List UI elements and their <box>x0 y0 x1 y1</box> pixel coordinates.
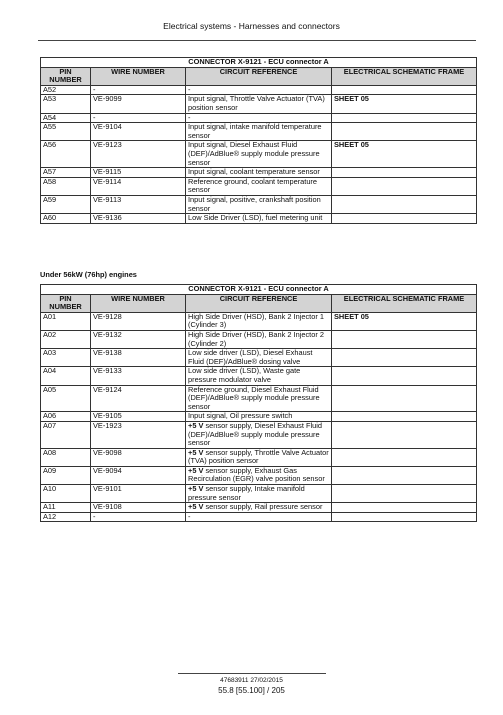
circuit-cell <box>186 503 332 513</box>
table-row <box>41 177 477 195</box>
pin-cell: A02 <box>41 330 91 348</box>
wire-cell: VE-9094 <box>91 466 186 484</box>
wire-cell: VE-9114 <box>91 177 186 195</box>
frame-cell <box>332 123 477 141</box>
circuit-cell <box>186 177 332 195</box>
table-row <box>41 349 477 367</box>
circuit-cell <box>186 330 332 348</box>
voltage-label: +5 V <box>188 421 204 430</box>
table-row <box>41 141 477 168</box>
wire-cell: VE-9136 <box>91 214 186 224</box>
wire-cell: VE-9123 <box>91 141 186 168</box>
circuit-text: Low Side Driver (LSD), fuel metering unit <box>188 213 323 223</box>
frame-cell <box>332 485 477 503</box>
pin-cell: A04 <box>41 367 91 385</box>
footer-page-number: 55.8 [55.100] / 205 <box>218 686 285 695</box>
circuit-cell <box>186 168 332 178</box>
pin-cell: A01 <box>41 312 91 330</box>
circuit-cell <box>186 385 332 412</box>
connector-table-b <box>40 284 477 522</box>
wire-cell: VE-9105 <box>91 412 186 422</box>
table-b-body <box>41 312 477 522</box>
frame-cell <box>332 448 477 466</box>
circuit-text: Reference ground, coolant temperature sensor <box>188 177 318 195</box>
wire-cell: VE-9098 <box>91 448 186 466</box>
frame-cell <box>332 466 477 484</box>
circuit-cell <box>186 412 332 422</box>
pin-cell: A57 <box>41 168 91 178</box>
circuit-cell <box>186 512 332 522</box>
circuit-text: sensor supply, Throttle Valve Actuator (TVA) position sensor <box>188 448 329 466</box>
circuit-cell <box>186 448 332 466</box>
frame-cell <box>332 113 477 123</box>
table-a-col-circuit: CIRCUIT REFERENCE <box>186 67 332 85</box>
circuit-cell <box>186 113 332 123</box>
table-row <box>41 95 477 113</box>
wire-cell: - <box>91 113 186 123</box>
circuit-cell <box>186 312 332 330</box>
voltage-label: +5 V <box>188 484 204 494</box>
pin-cell: A08 <box>41 448 91 466</box>
wire-cell: VE-9128 <box>91 312 186 330</box>
circuit-text: sensor supply, Intake manifold pressure sensor <box>188 484 305 502</box>
table-b-col-wire: WIRE NUMBER <box>91 294 186 312</box>
wire-cell: VE-9138 <box>91 349 186 367</box>
frame-cell <box>332 385 477 412</box>
wire-cell: VE-9104 <box>91 123 186 141</box>
frame-cell <box>332 503 477 513</box>
table-row <box>41 113 477 123</box>
section-label: Under 56kW (76hp) engines <box>40 270 137 279</box>
voltage-label: +5 V <box>188 448 204 457</box>
circuit-cell <box>186 214 332 224</box>
table-row <box>41 485 477 503</box>
circuit-text: sensor supply, Rail pressure sensor <box>203 502 323 512</box>
circuit-text: High Side Driver (HSD), Bank 2 Injector 1 (Cylinder 3) <box>188 312 324 330</box>
pin-cell: A06 <box>41 412 91 422</box>
wire-cell: VE-1923 <box>91 421 186 448</box>
frame-cell <box>332 412 477 422</box>
table-b-col-pin: PIN NUMBER <box>41 294 91 312</box>
table-row <box>41 448 477 466</box>
circuit-cell <box>186 95 332 113</box>
table-row <box>41 512 477 522</box>
pin-cell: A12 <box>41 512 91 522</box>
circuit-text: Input signal, positive, crankshaft position sensor <box>188 195 321 213</box>
pin-cell: A07 <box>41 421 91 448</box>
footer-doc-ref: 47683911 27/02/2015 <box>220 677 283 684</box>
circuit-text: Input signal, intake manifold temperature sensor <box>188 122 322 140</box>
circuit-text: sensor supply, Exhaust Gas Recirculation (EGR) valve position sensor <box>188 466 325 484</box>
circuit-text: - <box>188 113 191 122</box>
table-row <box>41 421 477 448</box>
table-row <box>41 503 477 513</box>
pin-cell: A55 <box>41 123 91 141</box>
circuit-text: Input signal, Throttle Valve Actuator (TVA) position sensor <box>188 94 325 112</box>
pin-cell: A05 <box>41 385 91 412</box>
frame-cell <box>332 367 477 385</box>
wire-cell: VE-9133 <box>91 367 186 385</box>
circuit-text: Reference ground, Diesel Exhaust Fluid (DEF)/AdBlue® supply module pressure sensor <box>188 385 320 411</box>
table-row <box>41 412 477 422</box>
circuit-text: Input signal, Oil pressure switch <box>188 411 293 421</box>
pin-cell: A54 <box>41 113 91 123</box>
wire-cell: VE-9099 <box>91 95 186 113</box>
circuit-text: - <box>188 85 191 94</box>
page-header-title: Electrical systems - Harnesses and connectors <box>163 21 340 31</box>
wire-cell: VE-9101 <box>91 485 186 503</box>
table-row <box>41 330 477 348</box>
circuit-cell <box>186 485 332 503</box>
table-b-title: CONNECTOR X-9121 - ECU connector A <box>41 285 477 295</box>
circuit-text: High Side Driver (HSD), Bank 2 Injector 2 (Cylinder 2) <box>188 330 324 348</box>
frame-cell <box>332 214 477 224</box>
circuit-cell <box>186 367 332 385</box>
circuit-cell <box>186 195 332 213</box>
wire-cell: - <box>91 85 186 95</box>
circuit-cell <box>186 85 332 95</box>
frame-cell <box>332 177 477 195</box>
wire-cell: VE-9108 <box>91 503 186 513</box>
table-row <box>41 466 477 484</box>
header-divider <box>38 40 476 41</box>
frame-cell <box>332 85 477 95</box>
voltage-label: +5 V <box>188 466 204 475</box>
table-row <box>41 123 477 141</box>
pin-cell: A53 <box>41 95 91 113</box>
circuit-cell <box>186 421 332 448</box>
circuit-text: Input signal, coolant temperature sensor <box>188 167 320 177</box>
wire-cell: VE-9132 <box>91 330 186 348</box>
circuit-text: Low side driver (LSD), Diesel Exhaust Fluid (DEF)/AdBlue® dosing valve <box>188 348 313 366</box>
frame-cell <box>332 195 477 213</box>
table-row <box>41 168 477 178</box>
pin-cell: A59 <box>41 195 91 213</box>
frame-cell: SHEET 05 <box>332 95 477 113</box>
frame-cell <box>332 330 477 348</box>
wire-cell: VE-9115 <box>91 168 186 178</box>
table-a-col-wire: WIRE NUMBER <box>91 67 186 85</box>
table-row <box>41 367 477 385</box>
voltage-label: +5 V <box>188 502 204 512</box>
wire-cell: VE-9113 <box>91 195 186 213</box>
table-a-body <box>41 85 477 223</box>
pin-cell: A10 <box>41 485 91 503</box>
frame-cell <box>332 168 477 178</box>
table-a-title: CONNECTOR X-9121 - ECU connector A <box>41 58 477 68</box>
pin-cell: A56 <box>41 141 91 168</box>
connector-table-a <box>40 57 477 224</box>
wire-cell: VE-9124 <box>91 385 186 412</box>
table-b-col-circuit: CIRCUIT REFERENCE <box>186 294 332 312</box>
frame-cell: SHEET 05 <box>332 312 477 330</box>
circuit-cell <box>186 349 332 367</box>
circuit-cell <box>186 123 332 141</box>
circuit-cell <box>186 141 332 168</box>
frame-cell <box>332 421 477 448</box>
frame-cell <box>332 512 477 522</box>
table-a-col-pin: PIN NUMBER <box>41 67 91 85</box>
circuit-text: sensor supply, Diesel Exhaust Fluid (DEF)/AdBlue® supply module pressure sensor <box>188 421 322 448</box>
circuit-text: Input signal, Diesel Exhaust Fluid (DEF)/AdBlue® supply module pressure sensor <box>188 140 320 167</box>
table-a-col-frame: ELECTRICAL SCHEMATIC FRAME <box>332 67 477 85</box>
table-b-col-frame: ELECTRICAL SCHEMATIC FRAME <box>332 294 477 312</box>
pin-cell: A60 <box>41 214 91 224</box>
circuit-cell <box>186 466 332 484</box>
pin-cell: A09 <box>41 466 91 484</box>
table-row <box>41 385 477 412</box>
frame-cell: SHEET 05 <box>332 141 477 168</box>
pin-cell: A58 <box>41 177 91 195</box>
frame-cell <box>332 349 477 367</box>
table-row <box>41 214 477 224</box>
table-row <box>41 312 477 330</box>
wire-cell: - <box>91 512 186 522</box>
table-row <box>41 195 477 213</box>
footer-divider <box>178 673 326 674</box>
table-row <box>41 85 477 95</box>
circuit-text: Low side driver (LSD), Waste gate pressure modulator valve <box>188 366 301 384</box>
circuit-text: - <box>188 512 191 521</box>
pin-cell: A11 <box>41 503 91 513</box>
pin-cell: A03 <box>41 349 91 367</box>
pin-cell: A52 <box>41 85 91 95</box>
